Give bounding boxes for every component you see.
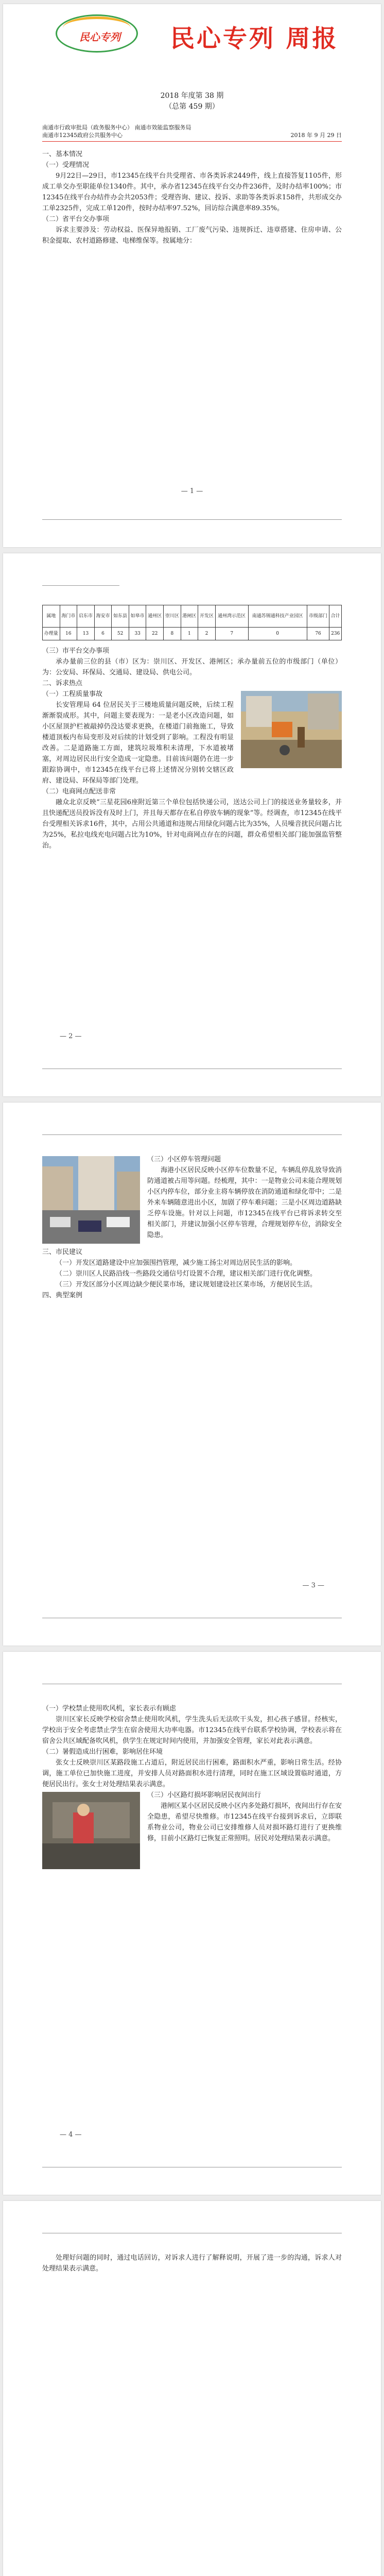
total-issue: （总第 459 期） — [165, 103, 219, 111]
page2-content — [42, 605, 342, 851]
suggestion-item: （一）开发区道路建设中应加强围挡管理，减少施工扬尘对周边居民生活的影响。 — [56, 1259, 297, 1267]
table-cell: 236 — [329, 628, 342, 640]
table-cell: 13 — [77, 628, 95, 640]
table-header: 海门市 — [60, 605, 77, 628]
table-header: 合计 — [329, 605, 342, 628]
subsection-title: （二）电商网点配送非常 — [42, 788, 116, 795]
page4-content — [42, 1703, 342, 1844]
table-header: 如东县 — [112, 605, 129, 628]
paragraph: 诉求主要涉及：劳动权益、医保异地报销、工厂废气污染、违规拆迁、违章搭建、住房申请、公积金提取、农村道路修建、电梯维保等。按属地分： — [42, 226, 342, 245]
paragraph: 崇川区家长反映学校宿舍禁止使用吹风机，学生洗头后无法吹干头发，担心孩子感冒。经核实，学校出于安全考虑禁止学生在宿舍使用大功率电器。市12345在线平台联系学校协调，学校表示将在宿舍公共区域配备吹风机，供学生在规定时间内使用，并加强安全管理，家长对此表示满意。 — [42, 1716, 342, 1745]
page5-content — [42, 2252, 342, 2274]
table-header: 属地 — [43, 605, 60, 628]
table-cell: 22 — [146, 628, 164, 640]
subsection-title: （二）省平台交办事项 — [42, 215, 110, 223]
page-2 — [3, 553, 381, 1096]
table-header: 如皋市 — [129, 605, 146, 628]
stats-table — [42, 605, 342, 640]
paragraph: 承办量前三位的县（市）区为：崇川区、开发区、港闸区；承办量前五位的市级部门（单位）为：公安局、环保局、交通局、建设局、供电公司。 — [42, 658, 342, 676]
photo-construction-site — [241, 691, 342, 768]
section-title: 四、典型案例 — [42, 1292, 83, 1299]
subsection-title: （二）暑假造成出行困难，影响居住环境 — [42, 1748, 163, 1756]
paragraph: 港闸区某小区居民反映小区内多处路灯损坏，夜间出行存在安全隐患，希望尽快维修。市12345在线平台接到诉求后，立即联系物业公司，物业公司已安排维修人员对损坏路灯进行了更换维修，目前小区路灯已恢复正常照明。居民对处理结果表示满意。 — [147, 1802, 342, 1842]
paragraph: 张女士反映崇川区某路段施工占道后，附近居民出行困难，路面积水严重，影响日常生活。经协调，施工单位已加快施工进度，并安排人员对路面积水进行清理，同时在施工区域设置临时通道，方便居民出行。张女士对处理结果表示满意。 — [42, 1759, 342, 1788]
subsection-title: （三）小区停车管理问题 — [147, 1156, 221, 1163]
subsection-title: （一）受理情况 — [42, 161, 90, 169]
subsection-title: （三）小区路灯损坏影响居民夜间出行 — [147, 1791, 261, 1799]
suggestion-item: （三）开发区部分小区周边缺少便民菜市场，建议规划建设社区菜市场，方便居民生活。 — [56, 1281, 317, 1289]
section-basic — [42, 149, 342, 246]
page3-content — [42, 1154, 342, 1301]
brand-title: 民心专列 周报 — [170, 25, 339, 53]
page-number: — 1 — — [181, 487, 203, 495]
subsection-title: （一）工程质量事故 — [42, 690, 103, 698]
subsection-title: （一）学校禁止使用吹风机，家长表示有顾虑 — [42, 1705, 177, 1713]
table-cell: 8 — [164, 628, 181, 640]
table-cell: 0 — [248, 628, 307, 640]
page-number: — 2 — — [60, 1032, 82, 1040]
publisher-info — [42, 124, 342, 139]
subsection-title: （三）市平台交办事项 — [42, 647, 110, 655]
table-cell: 33 — [129, 628, 146, 640]
page-4 — [3, 1652, 381, 2195]
table-cell: 76 — [307, 628, 329, 640]
table-header: 通州区 — [146, 605, 164, 628]
table-cell: 7 — [215, 628, 248, 640]
table-cell: 6 — [94, 628, 112, 640]
table-header: 港闸区 — [181, 605, 198, 628]
header-rule — [42, 1134, 342, 1135]
report-header — [13, 4, 371, 61]
table-header: 崇川区 — [164, 605, 181, 628]
table-cell: 16 — [60, 628, 77, 640]
table-cell: 办理量 — [43, 628, 60, 640]
page-number: — 4 — — [60, 2131, 82, 2139]
table-cell: 2 — [198, 628, 216, 640]
publish-date: 2018 年 9 月 29 日 — [290, 132, 342, 139]
paragraph: 海港小区居民反映小区停车位数量不足，车辆乱停乱放导致消防通道被占用等问题。经梳理，其中：一是物业公司未能合理规划小区内停车位，部分业主将车辆停放在消防通道和绿化带中；二是外来车辆随意进出小区，加剧了停车难问题；三是小区周边道路缺乏停车设施。针对以上问题，市12345在线平台已将诉求转交至相关部门，并建议加强小区停车管理，合理规划停车位，消除安全隐患。 — [147, 1166, 342, 1239]
table-cell: 1 — [181, 628, 198, 640]
table-header: 海安市 — [94, 605, 112, 628]
footer-rule — [42, 519, 342, 520]
table-header: 南通苏锡通科技产业园区 — [248, 605, 307, 628]
suggestion-item: （二）崇川区人民路沿线一些路段交通信号灯设置不合理，建议相关部门进行优化调整。 — [56, 1270, 317, 1278]
table-header: 通州湾示范区 — [215, 605, 248, 628]
table-header-row — [43, 605, 342, 628]
paragraph: 处理好问题的同时，通过电话回访，对诉求人进行了解释说明，开展了进一步的沟通，诉求人对处理结果表示满意。 — [42, 2254, 342, 2273]
paragraph: 9月22日—29日，市12345在线平台共受理省、市各类诉求2449件，线上直接答复1105件，形成工单交办至职能单位1340件。其中，承办省12345在线平台交办件236件，及时办结率100%；市12345在线平台办结件办会共2053件；受理咨询、建议、投诉、求助等各类诉求158件，共形成交办工单2325件，完成工单120件，按时办结率97.52%，回访综合满意率89.35%。 — [42, 172, 342, 212]
sponsor-line: 南通市行政审批局（政务服务中心） 南通市效能监察服务局 — [42, 124, 191, 131]
photo-repair-work — [42, 1792, 140, 1869]
issue-number: 2018 年度第 38 期 — [160, 92, 224, 100]
table-header: 市级部门 — [307, 605, 329, 628]
table-header: 开发区 — [198, 605, 216, 628]
header-rule — [42, 585, 119, 586]
editor-name: 南通市12345政府公共服务中心 — [42, 132, 123, 139]
photo-parking-lot — [42, 1156, 140, 1244]
table-header: 启东市 — [77, 605, 95, 628]
section-title: 一、基本情况 — [42, 150, 83, 158]
page-1 — [3, 4, 381, 547]
table-cell: 52 — [112, 628, 129, 640]
section-title: 二、诉求热点 — [42, 680, 83, 687]
logo-text: 民心专列 — [79, 31, 120, 43]
table-row — [43, 628, 342, 640]
paragraph: 长安管理局 64 位居民关于三楼地质量问题反映，后续工程渐渐裂成形。其中，问题主要表现为：一是老小区改造问题，如小区屋顶护栏被敲掉仍没达要求更换，在楼道门前拖施工，导致楼道顶板内布局变形及对后续的计划受到了影响。工程没有明显改善。二是道路施工方面，建筑垃圾堆积未清理，下水道被堵塞，对周边居民出行安全造成一定隐患。目前该问题仍在进一步跟踪协调中，市12345在线平台已将上述情况分别转交辖区政府、建设局、环保局等部门处理。 — [42, 701, 234, 785]
page-3 — [3, 1103, 381, 1646]
section-title: 三、市民建议 — [42, 1248, 83, 1256]
page-5 — [3, 2201, 381, 2576]
header-rule — [42, 141, 342, 142]
page-number: — 3 — — [302, 1582, 324, 1589]
paragraph: 融众北京反映“三星花园6座附近第三个单位包括快递公司，送达公司上门的接送业务量较多，并且快递配送员投诉没有及时上门，并且每天都存在私自停放车辆的现象”等。经调查，市12345在线平台受理相关诉求16件，其中，占用公共通道和违规占用绿化问题占比为35%，人员噪音扰民问题占比为25%，私拉电线充电问题占比为10%，针对电商网点存在的问题，群众希望相关部门能加强监管整治。 — [42, 799, 342, 850]
